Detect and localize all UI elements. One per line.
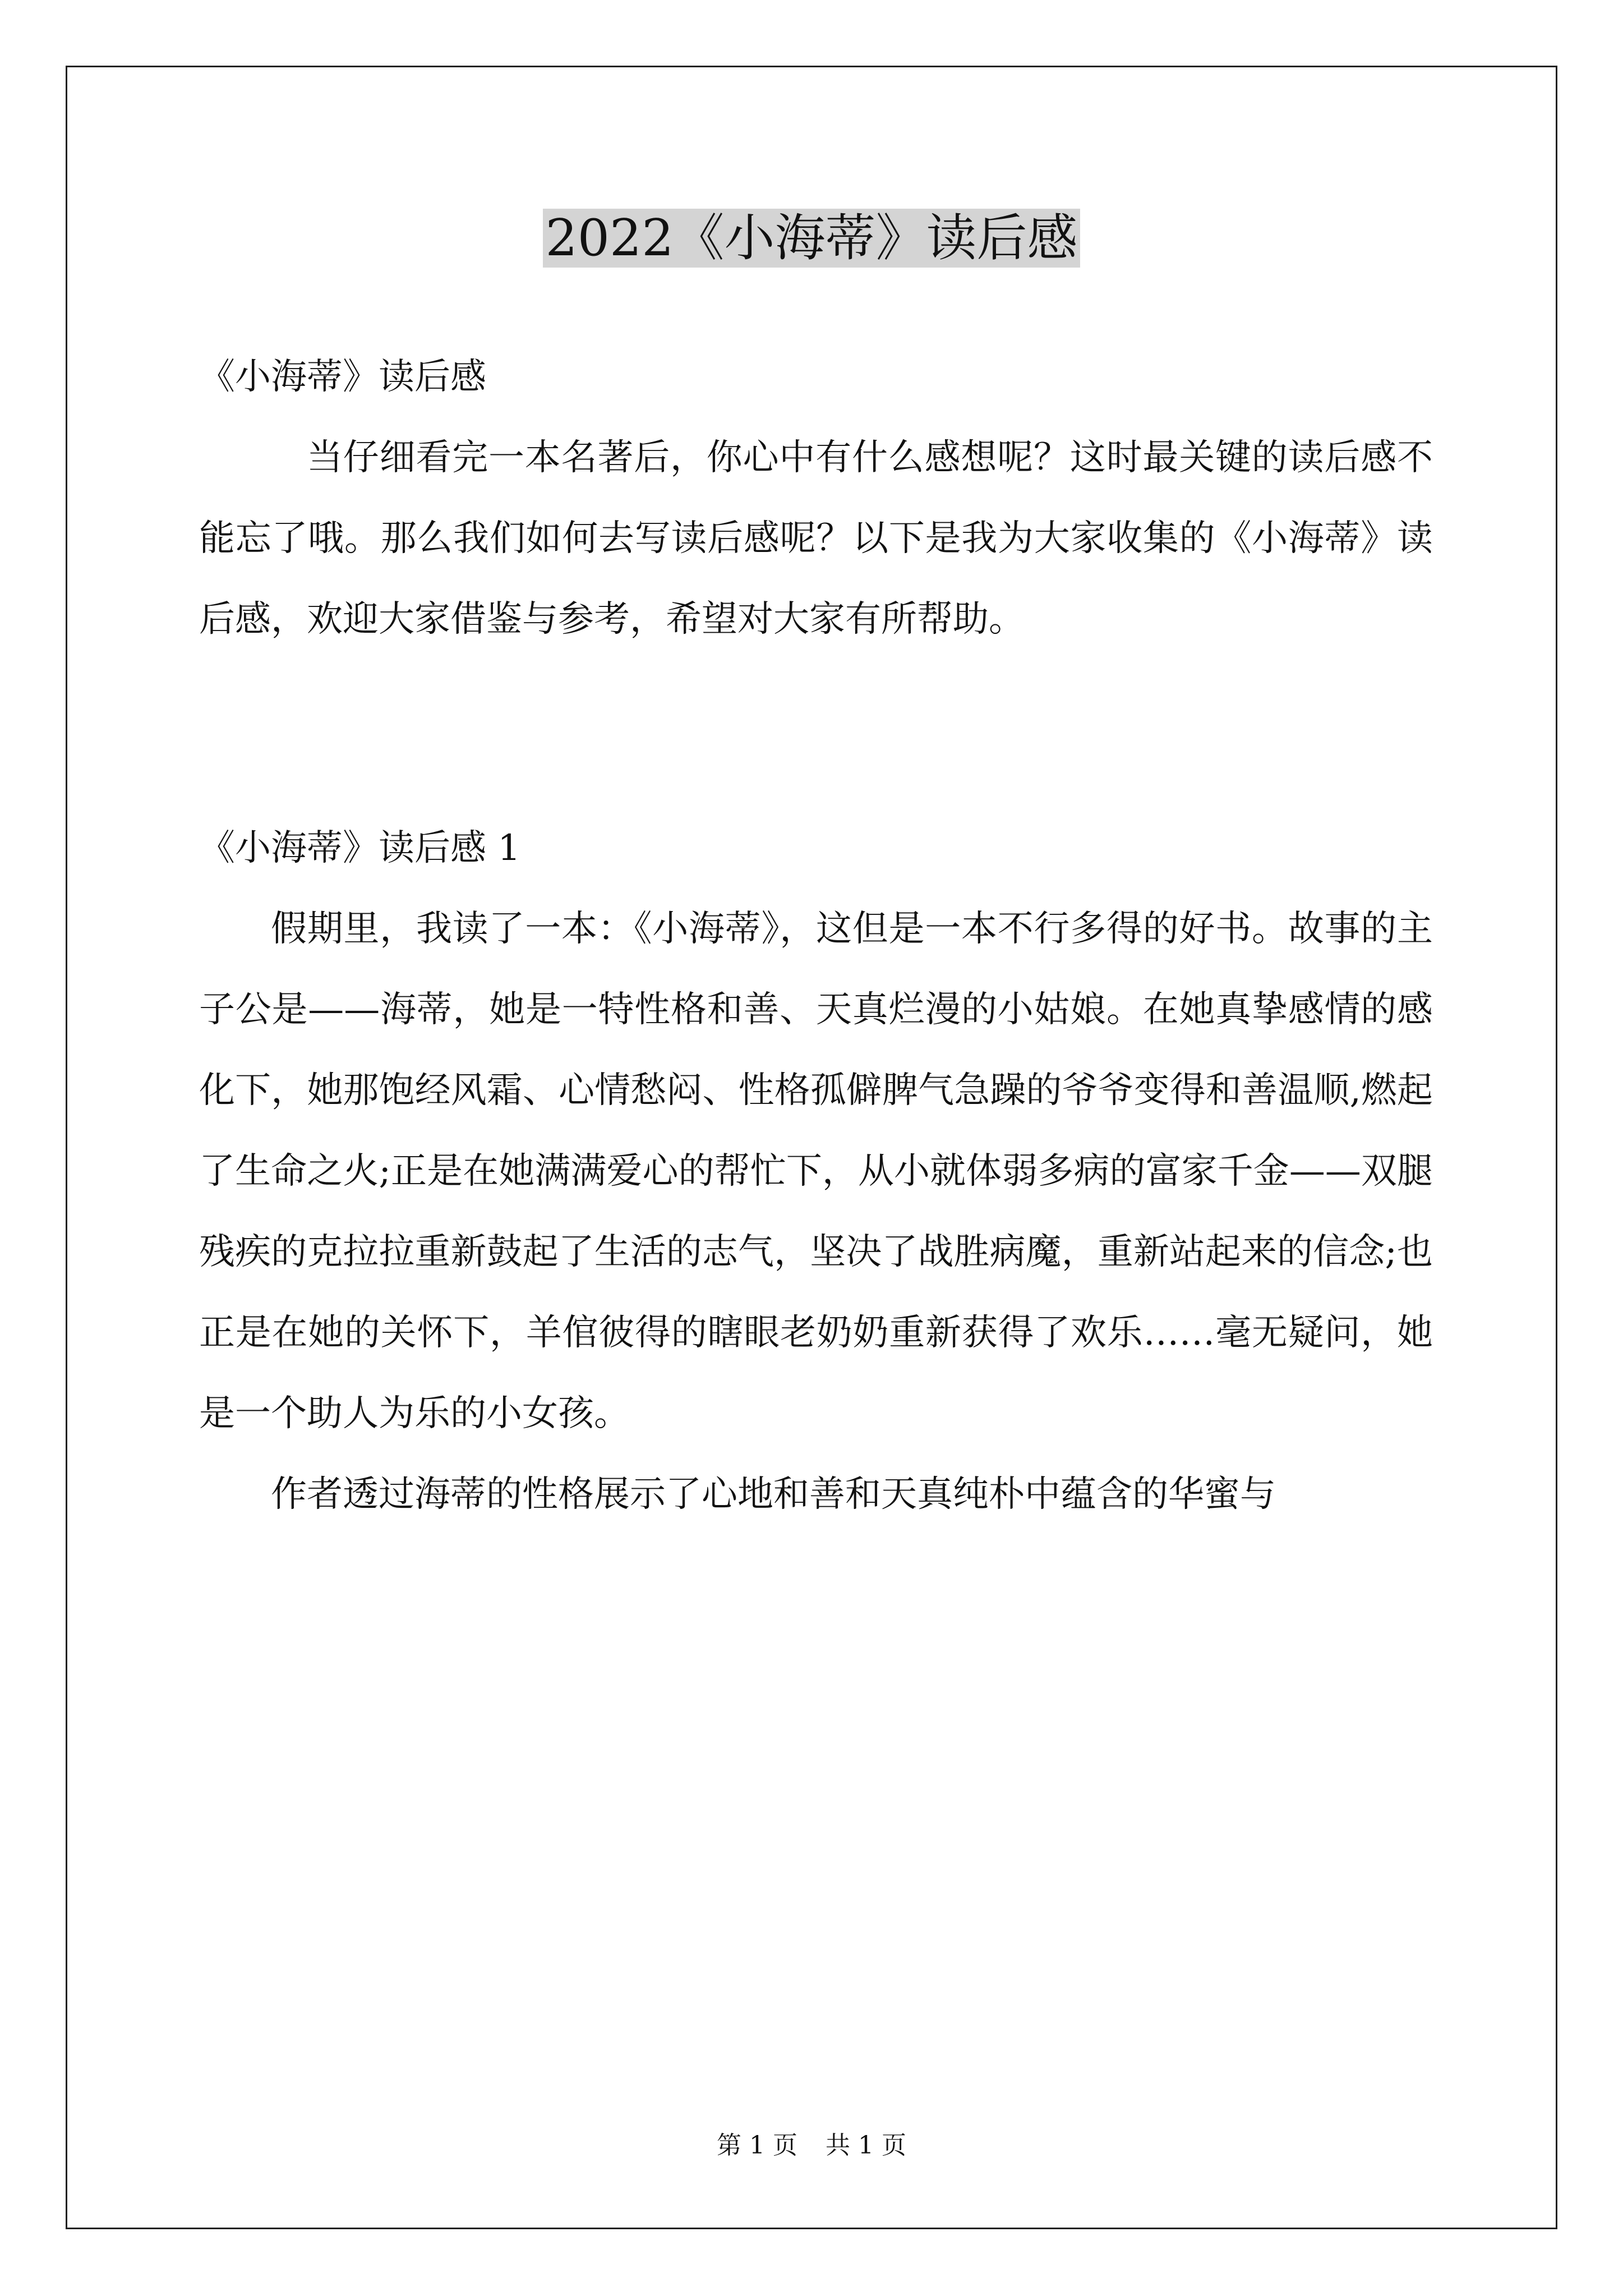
intro-paragraph: 当仔细看完一本名著后，你心中有什么感想呢？这时最关键的读后感不能忘了哦。那么我们如何去写读后感呢？以下是我为大家收集的《小海蒂》读后感，欢迎大家借鉴与参考，希望对大家有所帮助。 [199,437,1433,640]
page-number: 第 1 页 [717,2131,797,2160]
intro-heading: 《小海蒂》读后感 [199,356,486,398]
section1-paragraph-2: 作者透过海蒂的性格展示了心地和善和天真纯朴中蕴含的华蜜与 [271,1474,1276,1515]
section-spacer [199,660,1433,808]
section1-paragraph-1: 假期里，我读了一本：《小海蒂》，这但是一本不行多得的好书。故事的主子公是——海蒂，她是一特性格和善、天真烂漫的小姑娘。在她真挚感情的感化下，她那饱经风霜、心情愁闷、性格孤僻脾气急躁的爷爷变得和善温顺,燃起了生命之火;正是在她满满爱心的帮忙下，从小就体弱多病的富家千金——双腿残疾的克拉拉重新鼓起了生活的志气，坚决了战胜病魔，重新站起来的信念;也正是在她的关怀下，羊倌彼得的瞎眼老奶奶重新获得了欢乐……毫无疑问，她是一个助人为乐的小女孩。 [199,908,1433,1434]
section1-heading: 《小海蒂》读后感 1 [199,827,521,869]
page-footer [0,2129,1623,2162]
page-total: 共 1 页 [826,2131,906,2160]
document-body [199,337,1433,1535]
document-title-text: 2022《小海蒂》读后感 [543,209,1080,268]
document-title [0,199,1623,278]
